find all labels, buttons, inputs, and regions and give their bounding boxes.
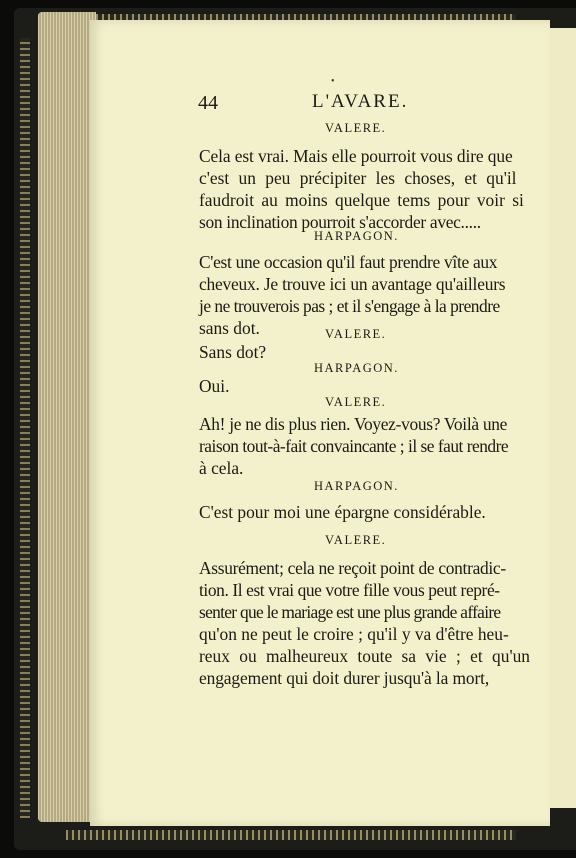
gilt-tooling-left <box>20 38 30 818</box>
dialogue-line: sans dot. <box>199 318 260 338</box>
dialogue-line: tion. Il est vrai que votre fille vous peut repré- <box>199 580 500 600</box>
dialogue-line: Oui. <box>199 376 230 396</box>
dialogue-line: je ne trouverois pas ; et il s'engage à la prendre <box>199 296 500 316</box>
speaker-name: VALERE. <box>325 533 387 547</box>
dialogue-line: Assurément; cela ne reçoit point de contradic- <box>199 558 506 578</box>
page-number: 44 <box>198 92 218 114</box>
facing-page-edge <box>548 28 576 808</box>
dialogue-line: C'est pour moi une épargne considérable. <box>199 502 486 522</box>
dialogue-line: à cela. <box>199 458 244 478</box>
dialogue-line: raison tout-à-fait convaincante ; il se faut rendre <box>199 436 509 456</box>
ornament-dot: • <box>331 76 335 87</box>
dialogue-line: Ah! je ne dis plus rien. Voyez-vous? Voilà une <box>199 414 508 434</box>
speaker-name: VALERE. <box>325 327 387 341</box>
speaker-name: HARPAGON. <box>314 361 399 375</box>
dialogue-line: Sans dot? <box>199 342 267 362</box>
speaker-name: VALERE. <box>325 395 387 409</box>
dialogue-line: reux ou malheureux toute sa vie ; et qu'un <box>199 646 530 666</box>
dialogue-line: son inclination pourroit s'accorder avec..... <box>199 212 481 232</box>
speaker-name: HARPAGON. <box>314 479 399 493</box>
speaker-name: HARPAGON. <box>314 229 399 243</box>
dialogue-line: C'est une occasion qu'il faut prendre vîte aux <box>199 252 498 272</box>
speaker-name: VALERE. <box>325 121 387 135</box>
running-title: L'AVARE. <box>312 91 409 112</box>
dialogue-line: Cela est vrai. Mais elle pourroit vous dire que <box>199 146 513 166</box>
dialogue-line: qu'on ne peut le croire ; qu'il y va d'être heu- <box>199 624 509 644</box>
gilt-tooling-bottom <box>66 830 516 840</box>
dialogue-line: c'est un peu précipiter les choses, et qu'il <box>199 168 517 188</box>
dialogue-line: faudroit au moins quelque tems pour voir si <box>199 190 524 210</box>
page-edges <box>38 12 96 822</box>
dialogue-line: cheveux. Je trouve ici un avantage qu'ailleurs <box>199 274 506 294</box>
dialogue-line: engagement qui doit durer jusqu'à la mort, <box>199 668 490 688</box>
dialogue-line: senter que le mariage est une plus grande affaire <box>199 602 501 622</box>
